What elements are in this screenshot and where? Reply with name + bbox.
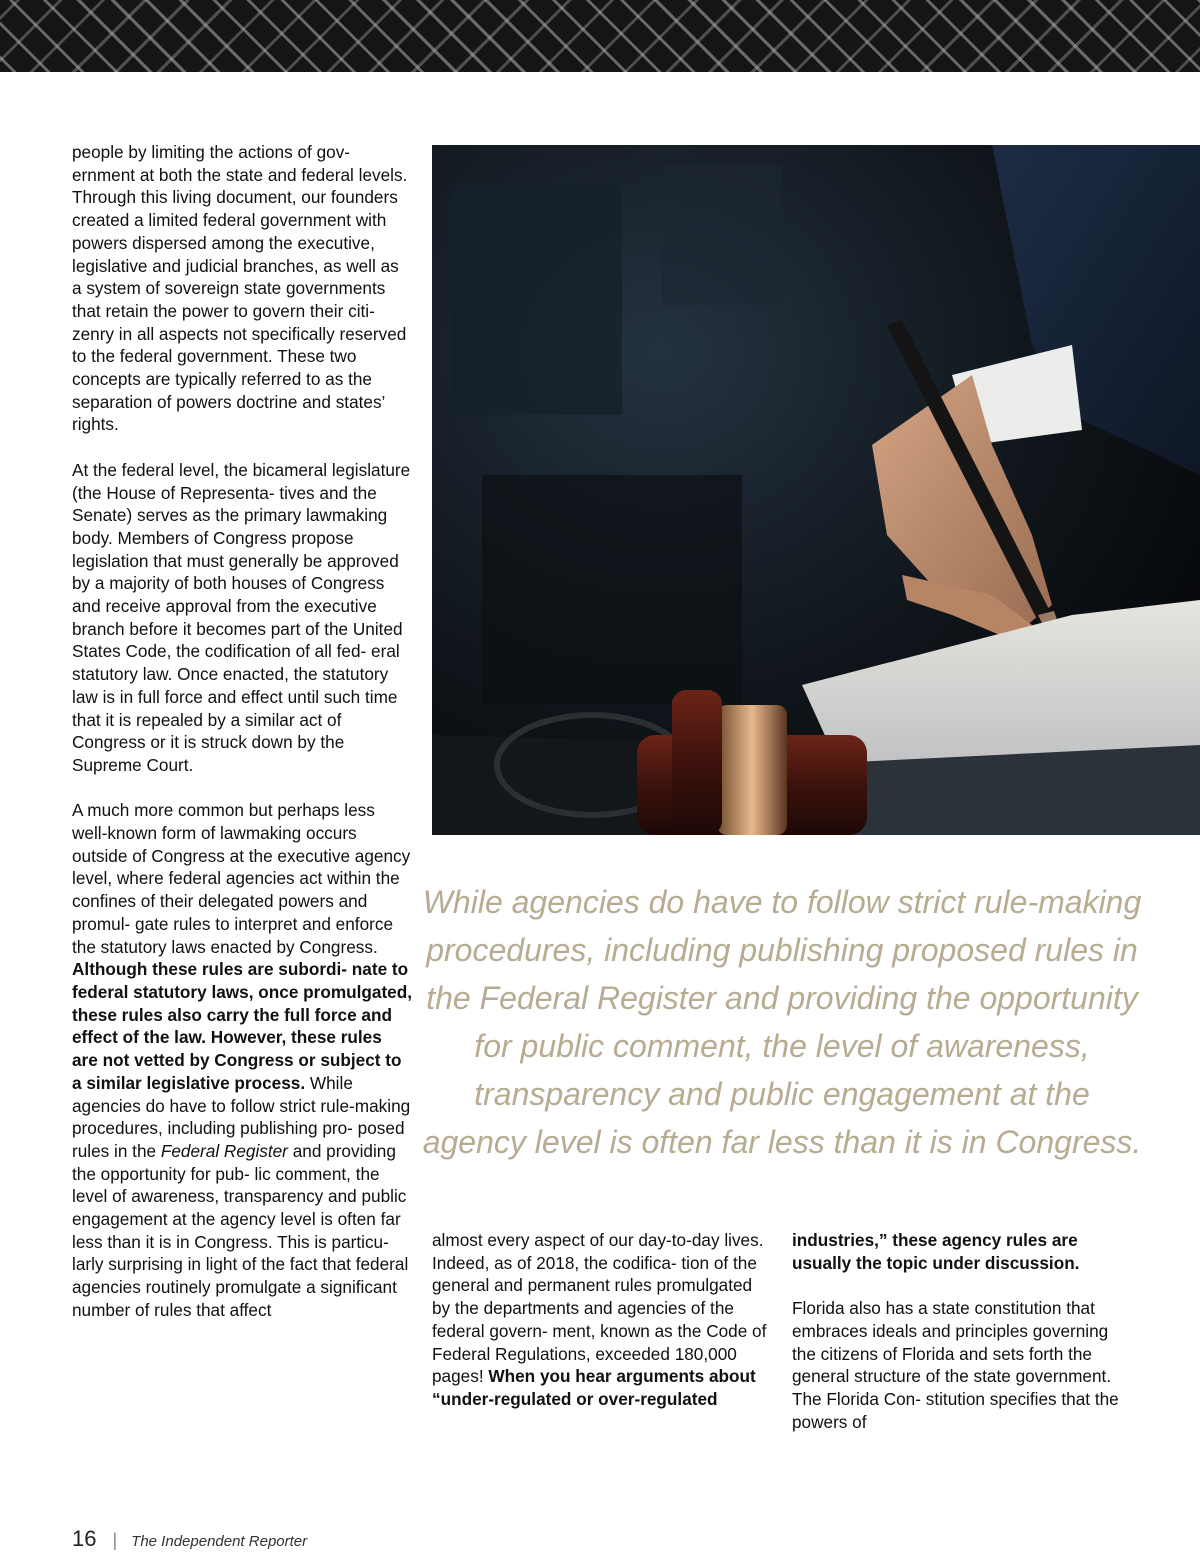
- article-column-middle: [432, 1229, 772, 1411]
- paragraph: Florida also has a state constitution that embraces ideals and principles governing the citizens of Florida and sets forth the general structure of the state government. The Florida Con- stitution specifies that the powers of: [792, 1298, 1119, 1432]
- bold-emphasis: industries,” these agency rules are usually the topic under discussion.: [792, 1230, 1080, 1273]
- page-number: 16: [72, 1526, 97, 1551]
- footer-separator: |: [112, 1530, 118, 1550]
- paragraph: people by limiting the actions of gov- ernment at both the state and federal levels. Through this living document, our founders created a limited federal government with powers dispersed among the executive, legislative and judicial branches, as well as a system of sovereign state governments that retain the power to govern their citi- zenry in all aspects not specifically reserved to the federal government. These two concepts are typically referred to as the separation of powers doctrine and states’ rights.: [72, 142, 408, 435]
- paragraph: [792, 1229, 1122, 1274]
- article-column-left: [72, 141, 412, 1322]
- article-column-right: [792, 1229, 1122, 1433]
- paragraph: At the federal level, the bicameral legislature (the House of Representa- tives and the Senate) serves as the primary lawmaking body. Members of Congress propose legislation that must generally be approved by a majority of both houses of Congress and receive approval from the executive branch before it becomes part of the United States Code, the codification of all fed- eral statutory law. Once enacted, the statutory law is in full force and effect until such time that it is repealed by a similar act of Congress or it is struck down by the Supreme Court.: [72, 459, 411, 775]
- publication-name: The Independent Reporter: [131, 1533, 308, 1550]
- bold-emphasis: When you hear arguments about “under-regulated or over-regulated: [432, 1366, 756, 1409]
- italic-title: Federal Register: [160, 1140, 288, 1161]
- pull-quote-text: and providing the opportunity for public comment, the level of awareness, transparency and public engagement at the agency level is often far less than it is in Congress.: [422, 980, 1142, 1160]
- paragraph: [72, 799, 412, 1321]
- page-footer: [72, 1526, 307, 1558]
- pull-quote: [422, 878, 1142, 1166]
- bold-emphasis: Although these rules are subordi- nate to federal statutory laws, once promulgated, these rules also carry the full force and effect of the law. However, these rules are not vetted by Congress or subject to a similar legislative process.: [72, 959, 413, 1093]
- paragraph: [432, 1229, 772, 1411]
- paragraph-text: almost every aspect of our day-to-day lives. Indeed, as of 2018, the codifica- tion of the general and permanent rules promulgated by the departments and agencies of the federal govern- ment, known as the Code of Federal Regulations, exceeded 180,000 pages!: [432, 1230, 767, 1387]
- paragraph-text: and providing the opportunity for pub- lic comment, the level of awareness, transparency and public engagement at the agency level is often far less than it is in Congress. This is particu- larly surprising in light of the fact that federal agencies routinely promulgate a significant number of rules that affect: [72, 1140, 409, 1320]
- paragraph-text: A much more common but perhaps less well-known form of lawmaking occurs outside of Congress at the executive agency level, where federal agencies act within the confines of their delegated powers and promul- gate rules to interpret and enforce the statutory laws enacted by Congress.: [72, 800, 411, 957]
- decorative-pattern-banner: [0, 0, 1200, 72]
- photo-illustration: [432, 145, 1200, 835]
- pull-quote-italic-title: Federal Register: [479, 980, 717, 1016]
- pull-quote-text: While agencies do have to follow strict rule-making procedures, including publishing proposed rules in the: [422, 884, 1142, 1016]
- gavel-signing-photo: [432, 145, 1200, 835]
- paragraph-text: While agencies do have to follow strict rule-making procedures, including publishing pro- posed rules in the: [72, 1072, 411, 1161]
